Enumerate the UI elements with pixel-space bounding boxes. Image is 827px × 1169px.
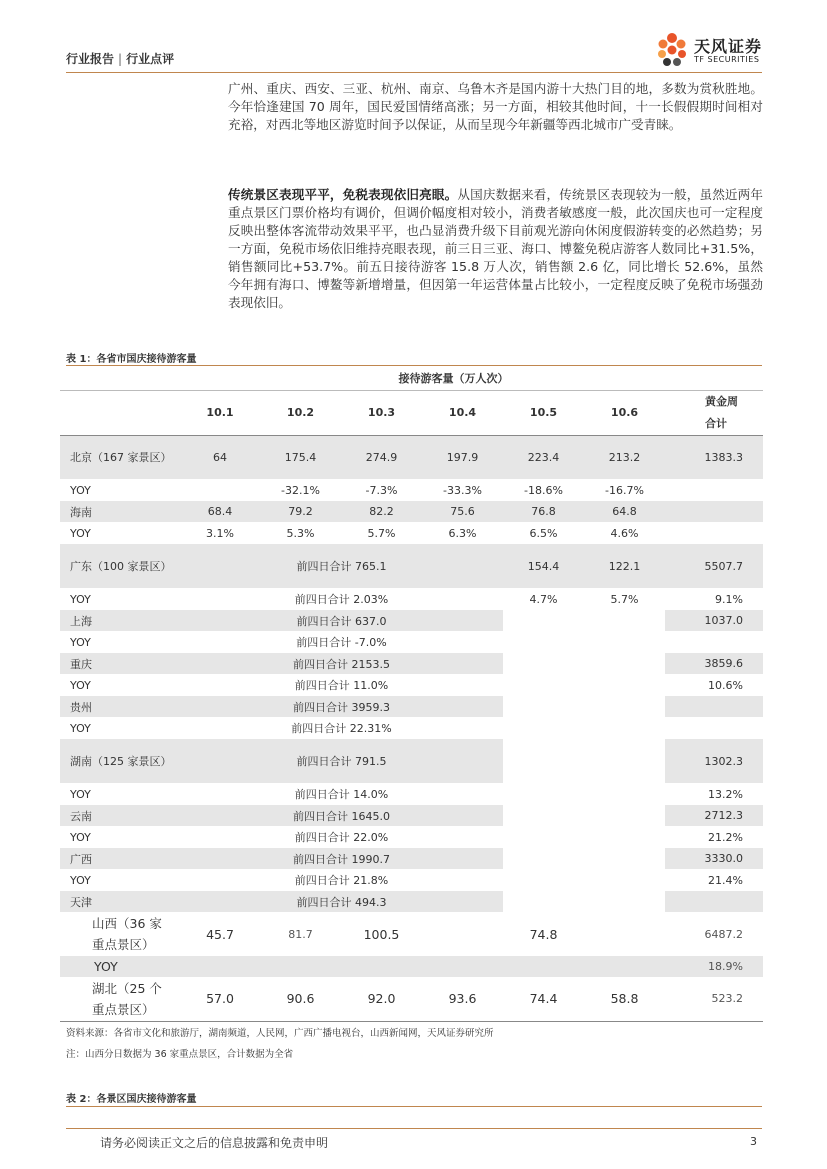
- row-label: 广西: [60, 848, 180, 869]
- table-cell-merged: 前四日合计 765.1: [180, 544, 503, 588]
- table-cell: -33.3%: [443, 483, 482, 497]
- table-cell: -7.3%: [365, 483, 398, 497]
- header-separator: |: [118, 52, 123, 66]
- table-cell-total: 3859.6: [665, 653, 763, 674]
- table-cell-total: [665, 522, 763, 544]
- row-label: 云南: [60, 805, 180, 826]
- table-cell-total: 18.9%: [665, 956, 763, 977]
- row-label: YOY: [70, 635, 91, 649]
- table-row: [60, 826, 763, 848]
- table-cell-total: 2712.3: [665, 805, 763, 826]
- table-group-header-row: [60, 367, 763, 390]
- table-row: [60, 588, 763, 610]
- group-header: 接待游客量（万人次）: [180, 367, 763, 390]
- row-label: 天津: [60, 891, 180, 912]
- table-cell-merged: 前四日合计 1990.7: [180, 848, 503, 869]
- table-cell: 223.4: [503, 435, 584, 479]
- table-row: [60, 631, 763, 653]
- table-cell-merged: 前四日合计 791.5: [180, 739, 503, 783]
- company-logo: [652, 30, 767, 70]
- table-cell-merged: 前四日合计 2153.5: [180, 653, 503, 674]
- table1-visitor-volume: [60, 367, 763, 1022]
- table-cell-total: 3330.0: [665, 848, 763, 869]
- table-cell-total: 10.6%: [708, 678, 743, 692]
- category-label: 行业报告: [66, 52, 115, 66]
- table-cell: 4.6%: [610, 526, 639, 540]
- table-cell-total: [665, 501, 763, 522]
- table-cell: 68.4: [180, 501, 260, 522]
- col-header: 10.3: [341, 390, 422, 435]
- table-cell-total: [665, 696, 763, 717]
- table-cell-total: 13.2%: [708, 787, 743, 801]
- col-header: 10.4: [422, 390, 503, 435]
- table-cell: 6.5%: [529, 526, 558, 540]
- table-cell: [180, 479, 260, 501]
- table-cell-merged: 前四日合计 11.0%: [294, 679, 389, 692]
- table-cell-merged: 前四日合计 22.0%: [294, 831, 389, 844]
- table-cell: 74.8: [529, 926, 558, 942]
- table-cell: -18.6%: [524, 483, 563, 497]
- table-cell: 175.4: [260, 435, 341, 479]
- paragraph-body: 从国庆数据来看，传统景区表现较为一般，虽然近两年重点景区门票价格均有调价，但调价幅度相对较小，消费者敏感度一般，此次国庆也可一定程度反映出整体客流带动效果平平，也凸显消费升级下目前观光游向休闲度假游转变的必然趋势；另一方面，免税市场依旧维持亮眼表现，前三日三亚、海口、博鳌免税店游客人数同比+31.5%，销售额同比+53.7%。前五日接待游客 15.8 万人次，销售额 2.6 亿，同比增长 52.6%，虽然今年拥有海口、博鳌等新增增量，但因第一年运营体量占比较小，一定程度反映了免税市场强劲表现依旧。: [228, 187, 764, 310]
- table1-note: 注：山西分日数据为 36 家重点景区，合计数据为全省: [66, 1049, 294, 1060]
- table-cell: 5.3%: [286, 526, 315, 540]
- table-cell-total: [665, 891, 763, 912]
- table-cell: 81.7: [288, 927, 313, 941]
- table-cell: 82.2: [341, 501, 422, 522]
- table-cell-merged: 前四日合计 21.8%: [294, 874, 389, 887]
- table-cell: 4.7%: [529, 592, 558, 606]
- row-label: 湖南（125 家景区）: [60, 739, 180, 783]
- paragraph-lead-bold: 传统景区表现平平，免税表现依旧亮眼。: [228, 187, 458, 202]
- row-label: 上海: [60, 610, 180, 631]
- table-row: [60, 783, 763, 805]
- table-cell: 213.2: [584, 435, 665, 479]
- table-cell-merged: 前四日合计 1645.0: [180, 805, 503, 826]
- table-cell: 122.1: [584, 544, 665, 588]
- row-label: YOY: [70, 483, 91, 497]
- table-cell-merged: 前四日合计 637.0: [180, 610, 503, 631]
- table-row: [60, 869, 763, 891]
- table-cell: 92.0: [341, 977, 422, 1021]
- table-cell-total: 21.4%: [708, 873, 743, 887]
- paragraph-scenic-dutyfree: [228, 186, 763, 312]
- row-label: YOY: [70, 678, 91, 692]
- logo-english-name: TF SECURITIES: [694, 55, 760, 64]
- row-label: YOY: [70, 592, 91, 606]
- table-cell: 274.9: [341, 435, 422, 479]
- table-cell-total: 6487.2: [704, 927, 743, 941]
- row-label: YOY: [70, 830, 91, 844]
- row-label: YOY: [70, 526, 91, 540]
- table-row: [60, 501, 763, 522]
- row-label: 广东（100 家景区）: [60, 544, 180, 588]
- logo-mark-icon: [652, 30, 692, 70]
- table-cell: 100.5: [363, 926, 400, 942]
- row-label: 湖北（25 个重点景区）: [60, 977, 180, 1021]
- table-row: [60, 435, 763, 479]
- table-cell: 64: [180, 435, 260, 479]
- table-cell: 5.7%: [367, 526, 396, 540]
- footer-divider: [66, 1128, 762, 1129]
- table-cell-merged: 前四日合计 14.0%: [294, 788, 389, 801]
- table-cell-merged: 前四日合计 494.3: [180, 891, 503, 912]
- report-category: [66, 50, 174, 67]
- table-row: [60, 977, 763, 1021]
- table-cell-merged: 前四日合计 -7.0%: [296, 636, 387, 649]
- page-number: 3: [750, 1135, 757, 1148]
- table-cell: 5.7%: [610, 592, 639, 606]
- table-row: [60, 956, 763, 977]
- table-cell: 74.4: [503, 977, 584, 1021]
- row-label: 重庆: [60, 653, 180, 674]
- header-divider: [66, 72, 762, 73]
- table-cell: 197.9: [422, 435, 503, 479]
- table-row: [60, 891, 763, 912]
- row-label: 海南: [60, 501, 180, 522]
- table-row: [60, 912, 763, 956]
- table1-source: 资料来源：各省市文化和旅游厅，湖南频道，人民网，广西广播电视台，山西新闻网，天风证券研究所: [66, 1028, 494, 1039]
- table-cell: 64.8: [584, 501, 665, 522]
- table-row: [60, 522, 763, 544]
- table-cell: [584, 912, 665, 956]
- table-row: [60, 739, 763, 783]
- table-cell: 90.6: [260, 977, 341, 1021]
- table-cell-total: 523.2: [665, 977, 763, 1021]
- table2-title: 表 2：各景区国庆接待游客量: [66, 1094, 197, 1105]
- table-cell: -16.7%: [605, 483, 644, 497]
- table-row: [60, 696, 763, 717]
- table-cell-total: 1037.0: [665, 610, 763, 631]
- table-row: [60, 848, 763, 869]
- table-cell: 79.2: [260, 501, 341, 522]
- col-header: 10.1: [180, 390, 260, 435]
- logo-chinese-name: 天风证券: [694, 37, 763, 56]
- col-header: 10.6: [584, 390, 665, 435]
- table-cell: 45.7: [206, 926, 234, 942]
- col-header-total: 黄金周 合计: [665, 390, 763, 435]
- table-cell: 93.6: [422, 977, 503, 1021]
- row-label: YOY: [70, 873, 91, 887]
- row-label: YOY: [70, 721, 91, 735]
- table-cell: 154.4: [503, 544, 584, 588]
- table-cell: 57.0: [180, 977, 260, 1021]
- table-row: [60, 610, 763, 631]
- table-cell-merged: 前四日合计 2.03%: [294, 593, 389, 606]
- table-cell-total: [665, 479, 763, 501]
- table-row: [60, 717, 763, 739]
- table-cell: 6.3%: [448, 526, 477, 540]
- paragraph-destinations: 广州、重庆、西安、三亚、杭州、南京、乌鲁木齐是国内游十大热门目的地，多数为赏秋胜地。今年恰逢建国 70 周年，国民爱国情绪高涨；另一方面，相较其他时间，十一长假假期时间相对充裕，对西北等地区游览时间予以保证，从而呈现今年新疆等西北城市广受青睐。: [228, 81, 763, 132]
- row-label: YOY: [70, 787, 91, 801]
- table-cell: 76.8: [503, 501, 584, 522]
- col-header: 10.5: [503, 390, 584, 435]
- table-cell: -32.1%: [281, 483, 320, 497]
- col-header: 10.2: [260, 390, 341, 435]
- table1-top-rule: [66, 365, 762, 366]
- table-cell: 3.1%: [206, 526, 234, 540]
- table-row: [60, 805, 763, 826]
- table-cell-merged: 前四日合计 3959.3: [180, 696, 503, 717]
- row-label: 贵州: [60, 696, 180, 717]
- table1-title: 表 1：各省市国庆接待游客量: [66, 354, 197, 365]
- footer-disclaimer: 请务必阅读正文之后的信息披露和免责申明: [100, 1136, 329, 1150]
- table2-top-rule: [66, 1106, 762, 1107]
- table-cell-total: 9.1%: [715, 592, 743, 606]
- table-cell: 58.8: [584, 977, 665, 1021]
- subcategory-label: 行业点评: [126, 52, 175, 66]
- row-label: 山西（36 家重点景区）: [92, 916, 162, 952]
- table-cell: [422, 912, 503, 956]
- table-column-header-row: [60, 390, 763, 435]
- table-row: [60, 653, 763, 674]
- table-cell: 75.6: [422, 501, 503, 522]
- table-cell-total: 21.2%: [708, 830, 743, 844]
- row-label: 北京（167 家景区）: [60, 435, 180, 479]
- table-row: [60, 544, 763, 588]
- table-cell-total: 5507.7: [665, 544, 763, 588]
- table-cell-total: 1302.3: [665, 739, 763, 783]
- table-cell-total: 1383.3: [665, 435, 763, 479]
- table-row: [60, 674, 763, 696]
- row-label: YOY: [60, 956, 180, 977]
- table-cell-total: [665, 631, 763, 653]
- table-cell-merged: 前四日合计 22.31%: [291, 722, 392, 735]
- table-row: [60, 479, 763, 501]
- table-cell-total: [665, 717, 763, 739]
